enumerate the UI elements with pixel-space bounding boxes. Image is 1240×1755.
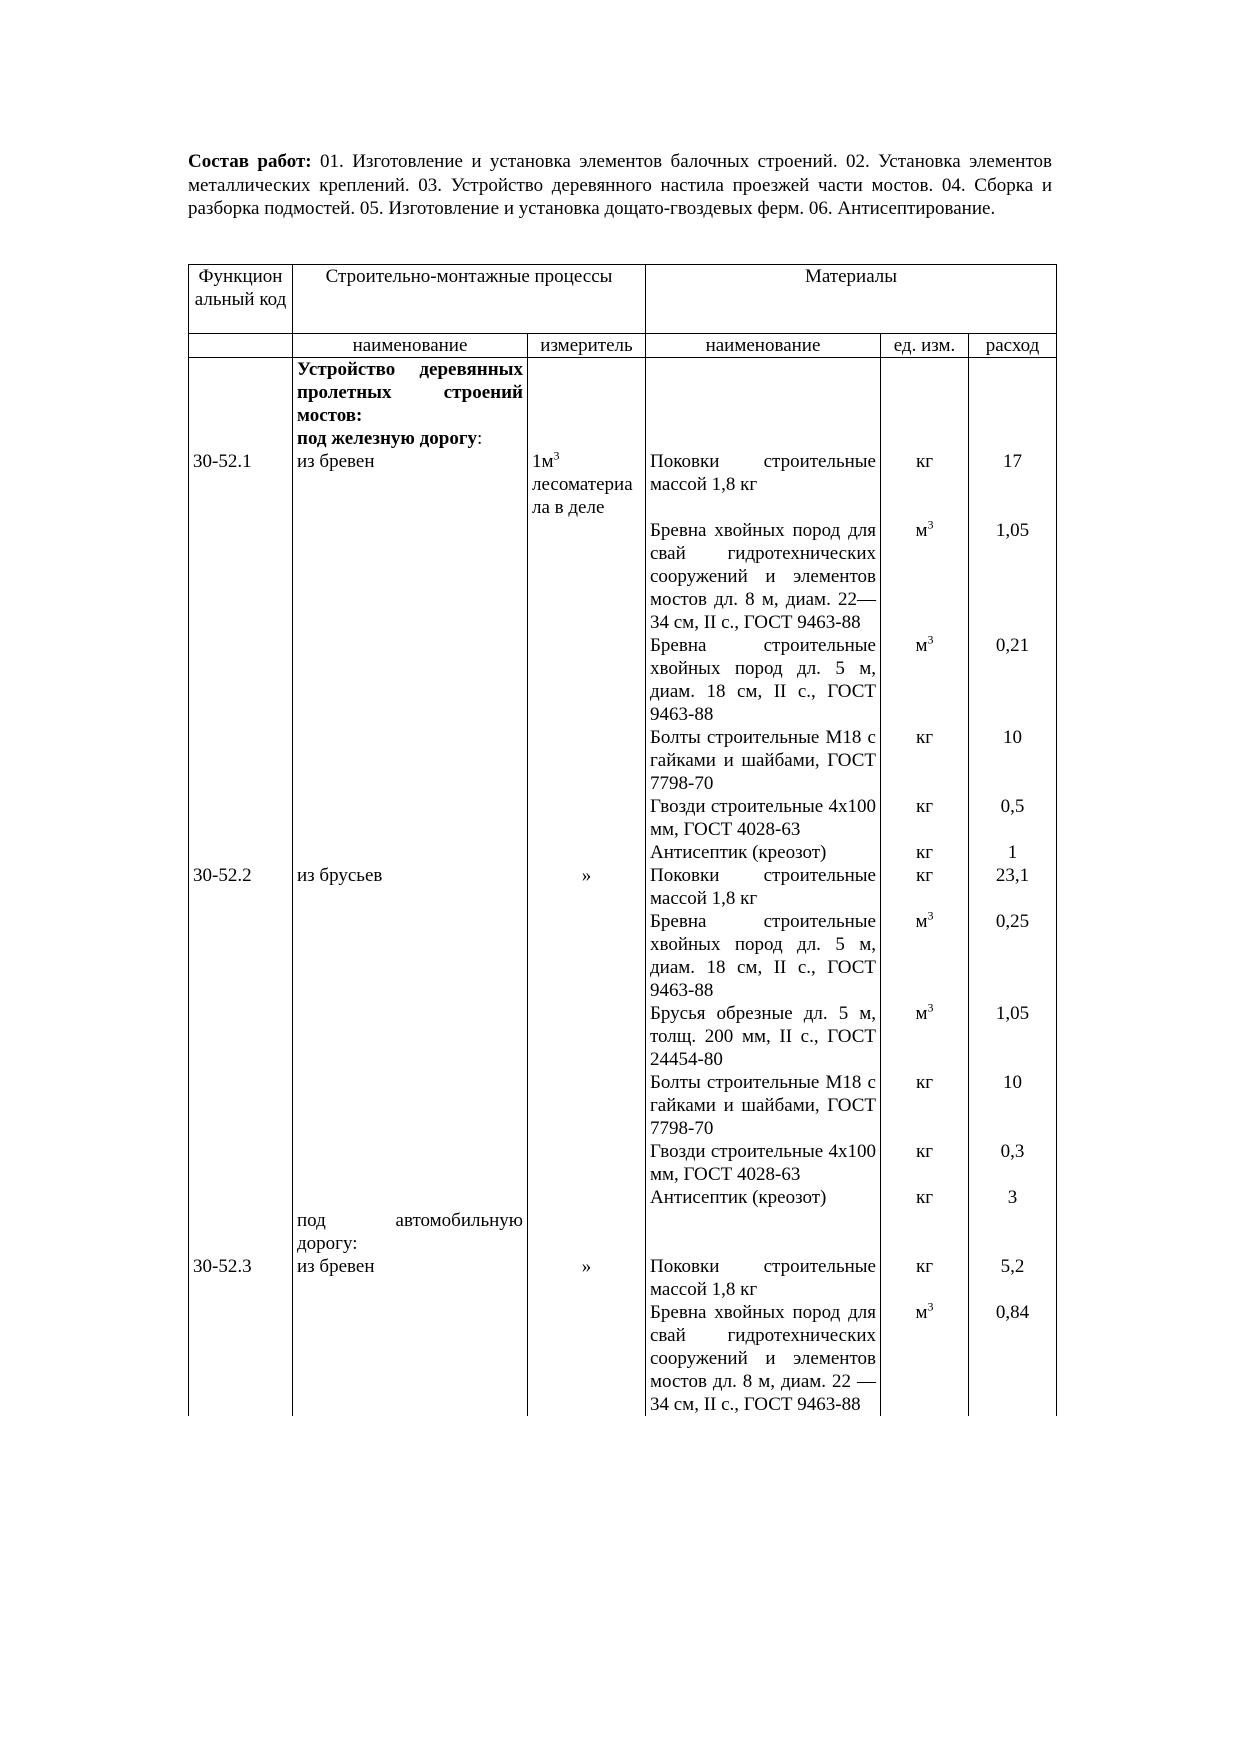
code-cell <box>189 358 293 451</box>
meter-cell <box>528 1301 646 1416</box>
subheader-proc-name: наименование <box>293 334 528 358</box>
meter-cell <box>528 358 646 451</box>
table-row <box>189 726 1057 795</box>
material-rate: 0,25 <box>969 910 1057 1002</box>
process-name: из бревен <box>293 1255 528 1301</box>
subheader-rate: расход <box>969 334 1057 358</box>
material-name <box>646 358 881 451</box>
process-name <box>293 634 528 726</box>
material-rate: 17 <box>969 450 1057 519</box>
document-page <box>188 150 1052 1415</box>
table-row <box>189 519 1057 634</box>
section-title: Устройство деревянных пролетных строений мостов: <box>297 359 523 426</box>
material-unit <box>881 1209 969 1255</box>
meter-cell: $1м^3$ лесоматериа ла в деле <box>528 450 646 519</box>
meter-cell <box>528 1002 646 1071</box>
material-name: Антисептик (креозот) <box>646 841 881 864</box>
functional-code <box>189 795 293 841</box>
material-name: Бревна строительные хвойных пород дл. 5 м, диам. 18 см, II с., ГОСТ 9463-88 <box>646 910 881 1002</box>
material-rate: 3 <box>969 1186 1057 1209</box>
meter-rest: лесоматериа ла в деле <box>532 474 633 518</box>
table-row <box>189 1255 1057 1301</box>
material-unit: $м^3$ <box>881 1002 969 1071</box>
functional-code: 30-52.1 <box>189 450 293 519</box>
material-rate: 0,5 <box>969 795 1057 841</box>
functional-code <box>189 1071 293 1140</box>
header-processes: Строительно-монтажные процессы <box>293 265 646 334</box>
functional-code <box>189 841 293 864</box>
table-row <box>189 358 1057 451</box>
material-name: Антисептик (креозот) <box>646 1186 881 1209</box>
material-rate: 0,3 <box>969 1140 1057 1186</box>
header-code: Функцион альный код <box>189 265 293 334</box>
table-row <box>189 841 1057 864</box>
meter-cell <box>528 1140 646 1186</box>
process-name: из брусьев <box>293 864 528 910</box>
work-composition-paragraph <box>188 150 1052 221</box>
material-unit: $м^3$ <box>881 634 969 726</box>
meter-ditto: » <box>528 864 646 910</box>
material-rate <box>969 1209 1057 1255</box>
material-name: Болты строительные М18 с гайками и шайбами, ГОСТ 7798-70 <box>646 726 881 795</box>
material-rate <box>969 358 1057 451</box>
material-unit: кг <box>881 1255 969 1301</box>
subheader-blank <box>189 334 293 358</box>
subsection-road: под автомобильную дорогу: <box>293 1209 528 1255</box>
subheader-mat-name: наименование <box>646 334 881 358</box>
table-row <box>189 1002 1057 1071</box>
table-row <box>189 1209 1057 1255</box>
table-header-row <box>189 265 1057 334</box>
table-row <box>189 910 1057 1002</box>
material-rate: 1,05 <box>969 1002 1057 1071</box>
material-name <box>646 1209 881 1255</box>
table-row <box>189 1071 1057 1140</box>
functional-code <box>189 634 293 726</box>
material-name: Болты строительные М18 с гайками и шайбами, ГОСТ 7798-70 <box>646 1071 881 1140</box>
material-unit <box>881 358 969 451</box>
meter-cell <box>528 1071 646 1140</box>
meter-ditto: » <box>528 1255 646 1301</box>
subsection-rail-label: под железную дорогу <box>297 428 477 449</box>
functional-code <box>189 519 293 634</box>
functional-code <box>189 910 293 1002</box>
process-name <box>293 1301 528 1416</box>
process-name <box>293 795 528 841</box>
functional-code <box>189 1002 293 1071</box>
functional-code <box>189 726 293 795</box>
material-rate: 0,84 <box>969 1301 1057 1416</box>
process-name <box>293 1002 528 1071</box>
work-composition-label: Состав работ: <box>188 151 312 172</box>
material-unit: $м^3$ <box>881 910 969 1002</box>
material-unit: $м^3$ <box>881 519 969 634</box>
code-cell <box>189 1209 293 1255</box>
table-body <box>189 358 1057 1417</box>
subsection-rail-colon: : <box>476 428 483 449</box>
material-name: Брусья обрезные дл. 5 м, толщ. 200 мм, II с., ГОСТ 24454-80 <box>646 1002 881 1071</box>
material-name: Бревна строительные хвойных пород дл. 5 м, диам. 18 см, II с., ГОСТ 9463-88 <box>646 634 881 726</box>
table-row <box>189 864 1057 910</box>
material-unit: кг <box>881 1140 969 1186</box>
meter-cell <box>528 519 646 634</box>
table-row <box>189 634 1057 726</box>
table-row <box>189 795 1057 841</box>
material-rate: 5,2 <box>969 1255 1057 1301</box>
material-unit: кг <box>881 450 969 519</box>
table-row <box>189 1140 1057 1186</box>
process-name <box>293 519 528 634</box>
meter-cell <box>528 1209 646 1255</box>
material-unit: кг <box>881 864 969 910</box>
material-rate: 1,05 <box>969 519 1057 634</box>
material-name: Поковки строительные массой 1,8 кг <box>646 864 881 910</box>
material-name: Поковки строительные массой 1,8 кг <box>646 450 881 519</box>
process-name <box>293 1140 528 1186</box>
meter-cell <box>528 634 646 726</box>
material-name: Гвозди строительные 4х100 мм, ГОСТ 4028-63 <box>646 795 881 841</box>
material-name: Поковки строительные массой 1,8 кг <box>646 1255 881 1301</box>
meter-superscript: 3 <box>553 448 560 463</box>
table-row <box>189 450 1057 519</box>
table-subheader-row <box>189 334 1057 358</box>
header-materials: Материалы <box>646 265 1057 334</box>
subsection-rail <box>297 427 523 450</box>
subheader-unit: ед. изм. <box>881 334 969 358</box>
functional-code: 30-52.3 <box>189 1255 293 1301</box>
work-composition-text: 01. Изготовление и установка элементов балочных строений. 02. Установка элементов металлических креплений. 03. Устройство деревянного настила проезжей части мостов. 04. Сборка и разборка подмостей. 05. Изготовление и установка дощато-гвоздевых ферм. 06. Антисептирование. <box>188 151 1052 219</box>
material-name: Бревна хвойных пород для свай гидротехнических сооружений и элементов мостов дл. 8 м, диам. 22—34 см, II с., ГОСТ 9463-88 <box>646 519 881 634</box>
material-unit: кг <box>881 841 969 864</box>
section-heading-cell <box>293 358 528 451</box>
material-rate: 23,1 <box>969 864 1057 910</box>
process-name <box>293 1186 528 1209</box>
process-name <box>293 726 528 795</box>
material-rate: 1 <box>969 841 1057 864</box>
table-row <box>189 1186 1057 1209</box>
functional-code: 30-52.2 <box>189 864 293 910</box>
unit-superscript: 3 <box>927 517 934 532</box>
material-name: Бревна хвойных пород для свай гидротехнических сооружений и элементов мостов дл. 8 м, диам. 22 — 34 см, II с., ГОСТ 9463-88 <box>646 1301 881 1416</box>
process-name <box>293 1071 528 1140</box>
meter-cell <box>528 841 646 864</box>
meter-cell <box>528 726 646 795</box>
material-unit: $м^3$ <box>881 1301 969 1416</box>
meter-cell <box>528 910 646 1002</box>
process-name <box>293 841 528 864</box>
process-name: из бревен <box>293 450 528 519</box>
material-unit: кг <box>881 1071 969 1140</box>
functional-code <box>189 1140 293 1186</box>
subheader-meter: измеритель <box>528 334 646 358</box>
process-name <box>293 910 528 1002</box>
material-name: Гвозди строительные 4х100 мм, ГОСТ 4028-63 <box>646 1140 881 1186</box>
unit-superscript: 3 <box>927 1000 934 1015</box>
material-unit: кг <box>881 795 969 841</box>
table-row <box>189 1301 1057 1416</box>
functional-code <box>189 1186 293 1209</box>
material-rate: 10 <box>969 726 1057 795</box>
materials-table <box>188 264 1057 1416</box>
material-unit: кг <box>881 726 969 795</box>
meter-cell <box>528 1186 646 1209</box>
unit-superscript: 3 <box>927 908 934 923</box>
functional-code <box>189 1301 293 1416</box>
material-rate: 0,21 <box>969 634 1057 726</box>
material-unit: кг <box>881 1186 969 1209</box>
unit-superscript: 3 <box>927 1299 934 1314</box>
material-rate: 10 <box>969 1071 1057 1140</box>
unit-superscript: 3 <box>927 632 934 647</box>
meter-cell <box>528 795 646 841</box>
